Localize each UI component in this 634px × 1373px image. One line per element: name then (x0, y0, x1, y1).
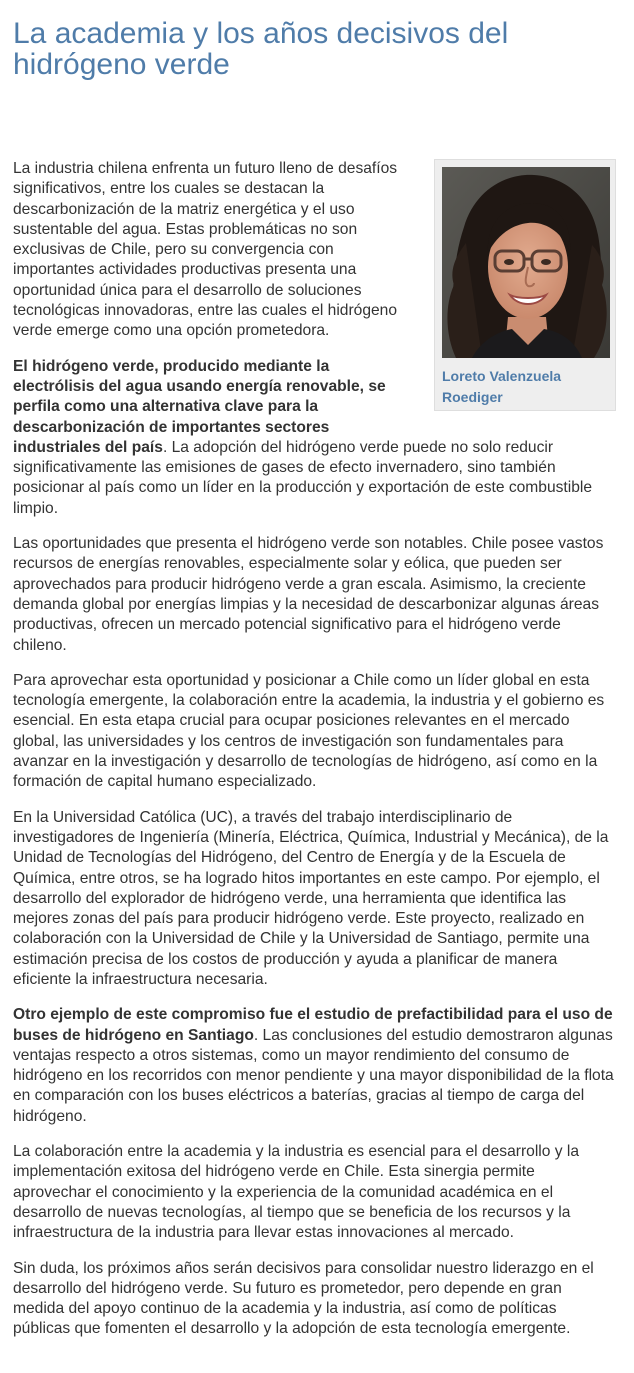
author-portrait (442, 167, 610, 358)
article-body (13, 159, 616, 1355)
paragraph (13, 1005, 616, 1127)
author-name: Loreto Valenzuela Roediger (442, 368, 562, 405)
paragraph-text: Las oportunidades que presenta el hidrógeno verde son notables. Chile posee vastos recursos de energías renovables, especialmente solar y eólica, que pueden ser aprovechados para producir hidrógeno verde a gran escala. Asimismo, la creciente demanda global por energías limpias y la necesidad de descarbonizar algunas áreas productivas, ofrecen un mercado potencial significativo para el hidrógeno verde chileno. (13, 535, 604, 654)
paragraph (13, 808, 616, 991)
paragraph-text: . Las conclusiones del estudio demostraron algunas ventajas respecto a otros sistemas, como un mayor rendimiento del consumo de hidrógeno en los recorridos con menor pendiente y una mayor disponibilidad de la flota en comparación con los buses eléctricos a baterías, gracias al tiempo de carga del hidrógeno. (13, 1026, 614, 1125)
paragraph-lead-bold: El hidrógeno verde, producido mediante la electrólisis del agua usando energía renovable, se perfila como una alternativa clave para la descarbonización de importantes sectores industriales del país (13, 357, 386, 456)
paragraph-text: . La adopción del hidrógeno verde puede no solo reducir significativamente las emisiones de gases de efecto invernadero, sino también posicionar al país como un líder en la producción y exportación de este combustible limpio. (13, 438, 593, 517)
author-card (434, 159, 616, 411)
paragraph-text: Sin duda, los próximos años serán decisivos para consolidar nuestro liderazgo en el desarrollo del hidrógeno verde. Su futuro es prometedor, pero depende en gran medida del apoyo continuo de la academia y la industria, así como de políticas públicas que fomenten el desarrollo y la adopción de esta tecnología emergente. (13, 1259, 594, 1338)
paragraph (13, 671, 616, 793)
paragraph (13, 1142, 616, 1243)
paragraph-text: La industria chilena enfrenta un futuro lleno de desafíos significativos, entre los cuales se destacan la descarbonización de la matriz energética y el uso sustentable del agua. Estas problemáticas no son exclusivas de Chile, pero su convergencia con importantes actividades productivas presenta una oportunidad única para el desarrollo de soluciones tecnológicas innovadoras, entre las cuales el hidrógeno verde emerge como una opción prometedora. (13, 160, 398, 340)
paragraph (13, 1259, 616, 1340)
article-page (13, 0, 616, 1338)
paragraph-text: En la Universidad Católica (UC), a través del trabajo interdisciplinario de investigadores de Ingeniería (Minería, Eléctrica, Química, Industrial y Mecánica), de la Unidad de Tecnologías del Hidrógeno, del Centro de Energía y de la Escuela de Química, entre otros, se ha logrado hitos importantes en este campo. Por ejemplo, el desarrollo del explorador de hidrógeno verde, una herramienta que identifica las mejores zonas del país para producir hidrógeno verde. Este proyecto, realizado en colaboración con la Universidad de Chile y la Universidad de Santiago, permite una estimación precisa de los costos de producción y ayuda a planificar de manera eficiente la infraestructura necesaria. (13, 808, 609, 988)
paragraph (13, 534, 616, 656)
paragraph-text: Para aprovechar esta oportunidad y posicionar a Chile como un líder global en esta tecnología emergente, la colaboración entre la academia, la industria y el gobierno es esencial. En esta etapa crucial para ocupar posiciones relevantes en el mercado global, las universidades y los centros de investigación son fundamentales para avanzar en la investigación y desarrollo de tecnologías de hidrógeno, así como en la formación de capital humano especializado. (13, 671, 605, 791)
article-title: La academia y los años decisivos del hidrógeno verde (13, 17, 509, 81)
paragraph-lead-bold: Otro ejemplo de este compromiso fue el estudio de prefactibilidad para el uso de buses de hidrógeno en Santiago (13, 1006, 613, 1044)
paragraph-text: La colaboración entre la academia y la industria es esencial para el desarrollo y la implementación exitosa del hidrógeno verde en Chile. Esta sinergia permite aprovechar el conocimiento y la experiencia de la comunidad académica en el desarrollo de nuevas tecnologías, al tiempo que se beneficia de los recursos y la infraestructura de la industria para llevar estas innovaciones al mercado. (13, 1143, 580, 1242)
